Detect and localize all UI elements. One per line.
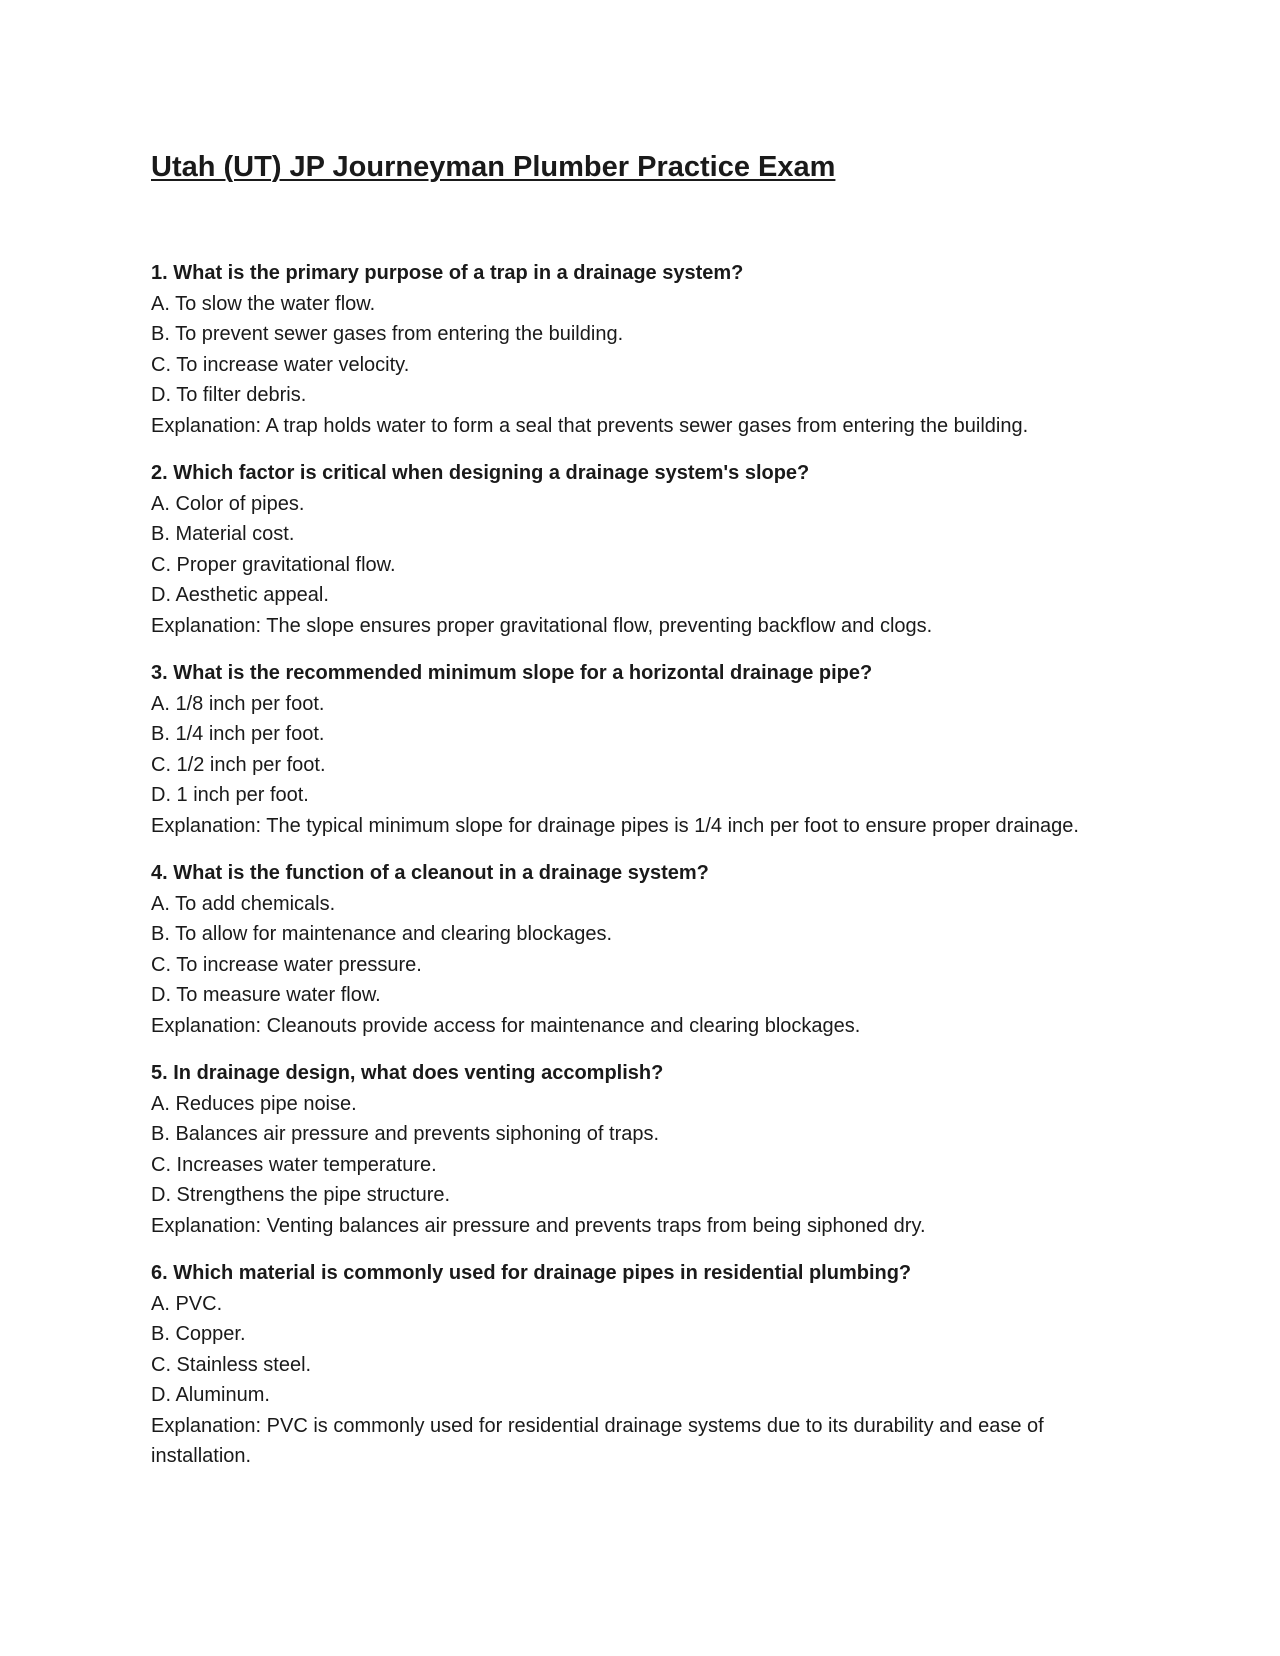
answer-option-a: A. PVC. bbox=[151, 1292, 223, 1315]
answer-option-d: D. 1 inch per foot. bbox=[151, 784, 309, 806]
question-text: 3. What is the recommended minimum slope for a horizontal drainage pipe? bbox=[151, 662, 873, 684]
answer-option-c: C. To increase water velocity. bbox=[151, 353, 410, 376]
question-text: 1. What is the primary purpose of a trap in a drainage system? bbox=[151, 262, 744, 284]
answer-option-c: C. 1/2 inch per foot. bbox=[151, 753, 326, 776]
question-list bbox=[151, 258, 1131, 1489]
answer-option-d: D. Strengthens the pipe structure. bbox=[151, 1184, 451, 1206]
answer-option-b: B. Copper. bbox=[151, 1323, 246, 1345]
answer-option-a: A. Reduces pipe noise. bbox=[151, 1092, 357, 1115]
question-text: 5. In drainage design, what does venting accomplish? bbox=[151, 1062, 664, 1084]
question-5 bbox=[151, 1058, 1131, 1241]
question-2 bbox=[151, 458, 1131, 641]
question-3 bbox=[151, 658, 1131, 841]
answer-option-a: A. Color of pipes. bbox=[151, 492, 305, 515]
answer-option-b: B. To prevent sewer gases from entering the building. bbox=[151, 323, 624, 345]
explanation: Explanation: PVC is commonly used for residential drainage systems due to its durability and ease of installation. bbox=[151, 1414, 1044, 1467]
question-text: 6. Which material is commonly used for drainage pipes in residential plumbing? bbox=[151, 1262, 912, 1284]
answer-option-b: B. Balances air pressure and prevents siphoning of traps. bbox=[151, 1123, 660, 1145]
question-6 bbox=[151, 1258, 1131, 1472]
answer-option-d: D. To filter debris. bbox=[151, 384, 307, 406]
answer-option-d: D. Aesthetic appeal. bbox=[151, 584, 329, 606]
answer-option-a: A. To add chemicals. bbox=[151, 892, 336, 915]
explanation: Explanation: The slope ensures proper gravitational flow, preventing backflow and clogs. bbox=[151, 614, 933, 637]
explanation: Explanation: A trap holds water to form a seal that prevents sewer gases from entering the building. bbox=[151, 414, 1029, 437]
answer-option-c: C. Increases water temperature. bbox=[151, 1153, 437, 1176]
question-text: 2. Which factor is critical when designing a drainage system's slope? bbox=[151, 462, 810, 484]
question-1 bbox=[151, 258, 1131, 441]
answer-option-d: D. Aluminum. bbox=[151, 1384, 270, 1406]
explanation: Explanation: Venting balances air pressure and prevents traps from being siphoned dry. bbox=[151, 1214, 926, 1237]
answer-option-a: A. To slow the water flow. bbox=[151, 292, 376, 315]
question-text: 4. What is the function of a cleanout in a drainage system? bbox=[151, 862, 709, 884]
question-4 bbox=[151, 858, 1131, 1041]
answer-option-c: C. To increase water pressure. bbox=[151, 953, 422, 976]
answer-option-b: B. 1/4 inch per foot. bbox=[151, 723, 325, 745]
answer-option-c: C. Proper gravitational flow. bbox=[151, 553, 396, 576]
explanation: Explanation: The typical minimum slope for drainage pipes is 1/4 inch per foot to ensure proper drainage. bbox=[151, 814, 1079, 837]
answer-option-a: A. 1/8 inch per foot. bbox=[151, 692, 325, 715]
answer-option-b: B. Material cost. bbox=[151, 523, 295, 545]
explanation: Explanation: Cleanouts provide access for maintenance and clearing blockages. bbox=[151, 1014, 861, 1037]
page-title: Utah (UT) JP Journeyman Plumber Practice Exam bbox=[151, 151, 836, 183]
answer-option-d: D. To measure water flow. bbox=[151, 984, 381, 1006]
answer-option-c: C. Stainless steel. bbox=[151, 1353, 312, 1376]
answer-option-b: B. To allow for maintenance and clearing blockages. bbox=[151, 923, 613, 945]
